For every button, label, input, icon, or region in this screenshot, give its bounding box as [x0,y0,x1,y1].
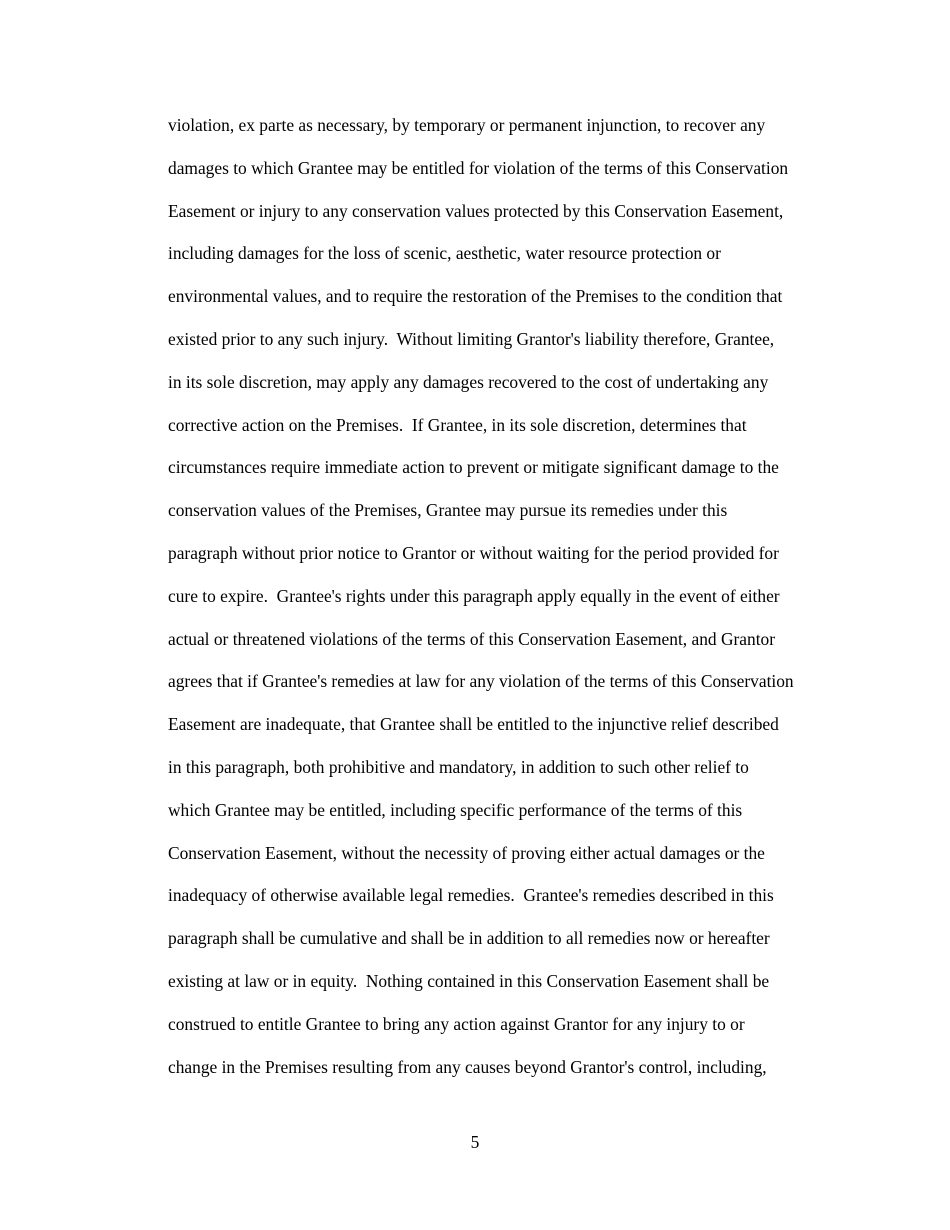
text-line: paragraph without prior notice to Grantor or without waiting for the period provided for [168,542,779,563]
text-line: paragraph shall be cumulative and shall be in addition to all remedies now or hereafter [168,928,770,949]
text-line: Easement or injury to any conservation values protected by this Conservation Easement, [168,200,784,221]
text-line: in its sole discretion, may apply any damages recovered to the cost of undertaking any [168,371,769,392]
text-line: corrective action on the Premises. If Grantee, in its sole discretion, determines that [168,414,747,435]
body-paragraph [168,104,868,1088]
text-line: environmental values, and to require the restoration of the Premises to the condition that [168,286,783,307]
text-line: inadequacy of otherwise available legal remedies. Grantee's remedies described in this [168,885,774,906]
text-line: in this paragraph, both prohibitive and mandatory, in addition to such other relief to [168,756,749,777]
text-line: Conservation Easement, without the necessity of proving either actual damages or the [168,842,765,863]
text-line: construed to entitle Grantee to bring any action against Grantor for any injury to or [168,1013,745,1034]
text-line: conservation values of the Premises, Grantee may pursue its remedies under this [168,500,728,521]
text-line: damages to which Grantee may be entitled for violation of the terms of this Conservation [168,157,789,178]
page-number: 5 [470,1132,480,1152]
text-line: cure to expire. Grantee's rights under this paragraph apply equally in the event of either [168,585,780,606]
text-line: which Grantee may be entitled, including specific performance of the terms of this [168,799,743,820]
text-line: existing at law or in equity. Nothing contained in this Conservation Easement shall be [168,970,770,991]
text-line: change in the Premises resulting from any causes beyond Grantor's control, including, [168,1056,767,1077]
text-line: Easement are inadequate, that Grantee shall be entitled to the injunctive relief described [168,714,779,735]
text-line: including damages for the loss of scenic, aesthetic, water resource protection or [168,243,721,264]
text-line: actual or threatened violations of the terms of this Conservation Easement, and Grantor [168,628,776,649]
text-line: violation, ex parte as necessary, by temporary or permanent injunction, to recover any [168,115,766,135]
text-line: agrees that if Grantee's remedies at law for any violation of the terms of this Conservation [168,671,794,692]
text-line: circumstances require immediate action to prevent or mitigate significant damage to the [168,457,779,478]
text-line: existed prior to any such injury. Without limiting Grantor's liability therefore, Grantee, [168,328,775,349]
